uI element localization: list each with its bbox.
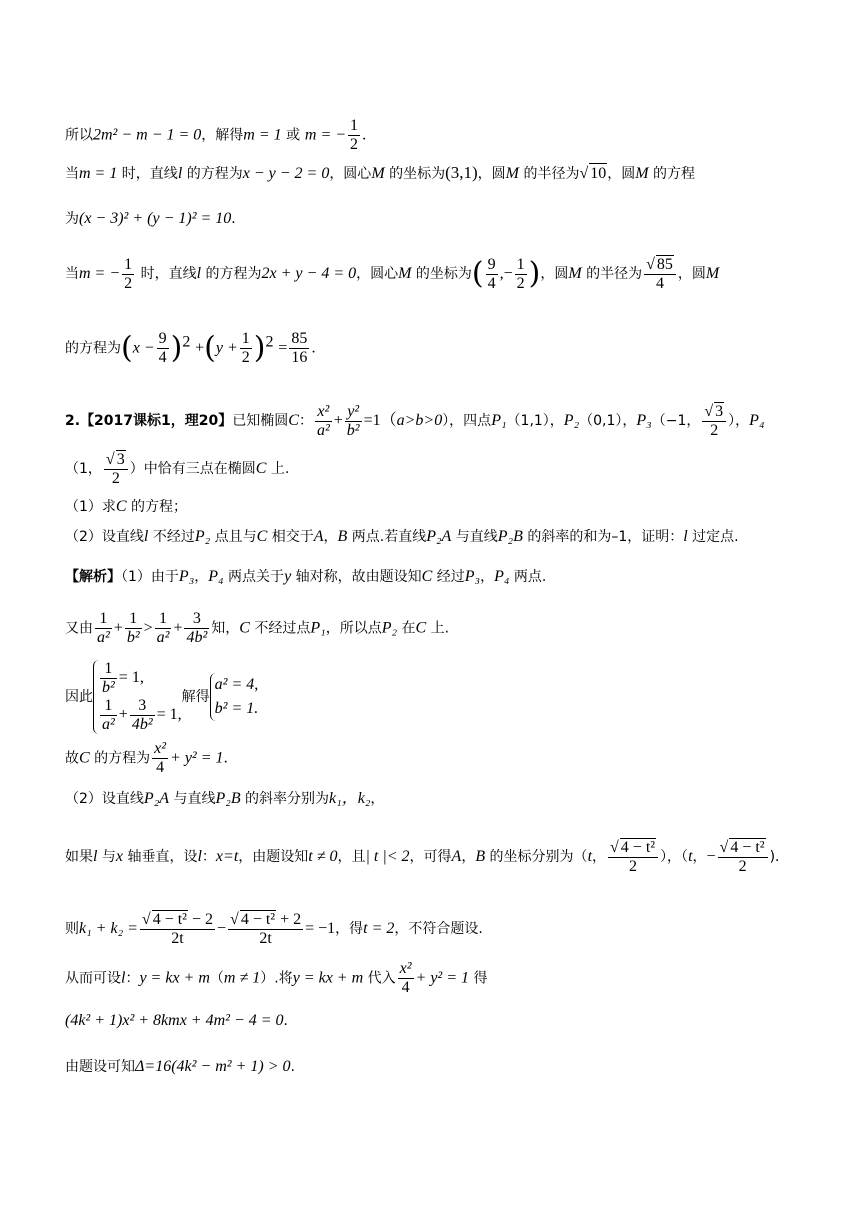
text: 的方程为 [182, 166, 243, 182]
text: 的方程为 [65, 340, 121, 357]
math-eq: t = 2 [363, 920, 395, 937]
math-y: y + [215, 339, 238, 357]
math-gt: > [143, 619, 153, 637]
text: 知， [211, 620, 240, 637]
text: ，圆 [540, 266, 569, 282]
paren-left: ( [471, 256, 484, 291]
exponent: 2 [182, 333, 191, 351]
text: ： [125, 970, 140, 987]
point-P1: P₁ [310, 619, 326, 637]
math-eq: = −1 [305, 920, 336, 937]
math-equals: =1（ [363, 412, 397, 429]
point-P2: P₂ [381, 619, 398, 637]
math-condition: m ≠ 1 [223, 969, 261, 987]
solution-line-4 [65, 740, 238, 777]
text: ， [692, 849, 707, 865]
point-P2: P₂ [563, 412, 580, 429]
line-P2B: P₂B [497, 528, 523, 545]
solution-line-1 [65, 566, 546, 587]
text: 点且与 [210, 529, 257, 545]
numerator-tail: + 2 [276, 911, 302, 928]
text: 从而可设 [65, 970, 121, 987]
text: 的方程 [648, 166, 696, 182]
math-M: M [635, 165, 649, 182]
line-1 [65, 117, 376, 154]
text: 两点. [509, 569, 547, 585]
denominator: 2 [350, 136, 359, 153]
text: ）.将 [260, 970, 293, 987]
math-C: C [115, 498, 127, 515]
numerator: 9 [487, 255, 496, 273]
line-3 [65, 208, 245, 229]
text: ，圆 [477, 166, 506, 182]
text: 故 [65, 750, 79, 767]
text: 与 [97, 849, 116, 865]
solution-line-8 [65, 960, 487, 997]
fraction [348, 117, 360, 154]
math-eq: 2x + y − 4 = 0 [261, 265, 357, 282]
fraction [718, 838, 768, 876]
sqrt-radicand: 10 [590, 165, 607, 182]
fraction [184, 610, 209, 647]
text: 的半径为 [519, 166, 580, 182]
fraction [644, 255, 676, 293]
text: 过定点. [687, 529, 739, 545]
text: ， [370, 791, 385, 807]
fraction [155, 610, 172, 647]
text: 则 [65, 921, 79, 937]
denominator: 4 [656, 275, 665, 292]
math-l: l [196, 265, 202, 282]
text: 因此 [65, 689, 93, 705]
math-C: C [239, 619, 250, 637]
math-l: l [177, 165, 183, 182]
math-eq: + y² = 1 [170, 749, 224, 767]
math-t: t [587, 848, 593, 865]
numerator: 1 [241, 330, 250, 347]
numerator: x² [399, 960, 412, 977]
math-t: t [688, 848, 693, 865]
point-B: B [475, 848, 486, 865]
math-sign: ,− [499, 265, 513, 282]
sqrt-radicand: 4 − t² [620, 839, 656, 856]
text: 在 [397, 620, 416, 637]
system-row-2 [98, 697, 182, 734]
text: 不经过点 [249, 620, 311, 637]
math-plus: + [333, 412, 343, 429]
text: 由题设可知 [65, 1059, 135, 1075]
fraction [398, 960, 414, 997]
fraction [608, 838, 658, 876]
text: 的方程为 [201, 266, 262, 282]
fraction [125, 610, 142, 647]
numerator: 1 [350, 117, 359, 134]
denominator: 4 [156, 759, 165, 776]
math-C: C [415, 619, 427, 637]
fraction [152, 740, 168, 777]
sqrt-radicand: 4 − t² [152, 911, 187, 928]
solution-line-7 [65, 910, 483, 948]
numerator: √ 85 [644, 255, 676, 275]
text: 两点.若直线 [347, 529, 427, 545]
math-C: C [256, 528, 268, 545]
denominator: 4b² [131, 716, 153, 733]
math-l: l [121, 969, 126, 987]
text: 当 [65, 266, 79, 282]
math-k: k₁，k₂ [329, 790, 371, 807]
text: 所以 [65, 127, 93, 144]
denominator: 2 [124, 274, 133, 292]
numerator-tail: − 2 [187, 911, 213, 928]
numerator: 1 [100, 697, 117, 716]
denominator: 4b² [186, 629, 208, 646]
point-B: B [337, 528, 348, 545]
text: （ [209, 970, 224, 987]
numerator: 1 [124, 255, 133, 273]
denominator: b² [126, 629, 140, 646]
text: ， [461, 849, 476, 865]
math-l: l [683, 528, 688, 545]
text: 为 [65, 211, 79, 227]
sqrt-symbol: √ [579, 165, 589, 182]
text: ，圆 [607, 166, 636, 182]
denominator: 2 [111, 470, 120, 487]
text: 的坐标分别为（ [485, 849, 588, 865]
point-P1: P₁ [491, 412, 507, 429]
numerator: 85 [291, 330, 308, 347]
text: 代入 [363, 970, 396, 987]
text: （0,1）， [579, 413, 637, 429]
text: 轴对称，故由题设知 [291, 569, 422, 585]
math-xt: x=t [215, 848, 239, 865]
solution-line-5 [65, 788, 384, 809]
point-P3: P₃ [636, 412, 652, 429]
equation-system [93, 660, 182, 734]
line-2 [65, 163, 695, 184]
math-plus: + [118, 706, 128, 724]
system-row-2: b² = 1. [214, 700, 259, 717]
text: . [290, 1059, 295, 1075]
math-x: x − [132, 339, 155, 357]
math-l: l [143, 528, 149, 545]
text: 上. [426, 620, 450, 637]
math-eq: + y² = 1 [415, 969, 470, 987]
fraction [486, 256, 498, 293]
text: ，解得 [201, 127, 244, 144]
paren-left: ( [121, 330, 133, 366]
text: ． [283, 1013, 298, 1029]
text: 已知椭圆 [232, 413, 289, 429]
sqrt-radicand: 4 − t² [240, 911, 276, 928]
text: （2）设直线 [65, 529, 144, 545]
text: )． [769, 849, 790, 865]
solution-line-3 [65, 660, 258, 734]
text: ，得 [335, 921, 364, 937]
numerator: x² [315, 403, 332, 422]
math-eq: y = kx + m [292, 969, 364, 987]
numerator: 1 [125, 610, 142, 629]
denominator: 2t [259, 930, 272, 947]
solution-line-9 [65, 1010, 298, 1031]
exponent: 2 [265, 333, 274, 351]
text: （1， [65, 461, 102, 477]
numerator: 1 [100, 660, 117, 679]
text: 解得 [181, 689, 210, 705]
math-eq: (x − 3)² + (y − 1)² = 10 [79, 210, 232, 227]
text: 的方程为 [89, 750, 151, 767]
line-P2A: P₂A [143, 790, 170, 807]
text: 如果 [65, 849, 93, 865]
denominator: 2t [171, 930, 184, 947]
math-k-sum: k₁ + k₂ = [79, 920, 138, 937]
text: ），（ [660, 849, 689, 865]
fraction [157, 330, 169, 367]
text: 时，直线 [117, 166, 178, 182]
system-row-1: a² = 4, [214, 676, 259, 693]
sqrt-radicand: 85 [656, 256, 673, 273]
numerator: √ 3 [104, 450, 128, 470]
numerator: √ 4 − t² − 2 [141, 911, 213, 928]
text: 与直线 [451, 529, 498, 545]
text: 时，直线 [136, 266, 197, 282]
numerator: √ 4 − t² [608, 838, 658, 858]
paren-right: ) [170, 330, 183, 366]
text: ， [592, 849, 607, 865]
solution-line-10 [65, 1056, 295, 1077]
math-C: C [421, 568, 433, 585]
math-plus: + [173, 619, 183, 637]
math-end: = 1, [118, 669, 144, 687]
text: ， [480, 569, 495, 585]
text: 相交于 [267, 529, 314, 545]
denominator: 4 [401, 979, 410, 996]
text: 经过 [432, 569, 465, 585]
text: ）， [728, 413, 750, 429]
sqrt-radicand: 3 [116, 451, 125, 468]
math-M: M [705, 265, 720, 282]
text: （−1， [651, 413, 701, 429]
fraction [345, 403, 362, 440]
fraction [100, 697, 117, 734]
paren-right: ) [528, 256, 541, 291]
system-row-1 [98, 660, 182, 697]
text: 轴垂直，设 [123, 849, 198, 865]
text: （1）求 [65, 499, 116, 515]
denominator: 2 [738, 858, 747, 875]
point-A: A [451, 848, 462, 865]
text: （2）设直线 [65, 791, 144, 807]
text: （1）由于 [121, 569, 179, 585]
math-eq: 2m² − m − 1 = 0 [93, 126, 202, 144]
math-m: m = − [79, 265, 121, 282]
numerator: 3 [130, 697, 155, 716]
math-M: M [371, 165, 385, 182]
denominator: b² [102, 679, 115, 696]
line-5 [65, 330, 325, 367]
fraction [289, 330, 309, 367]
fraction [122, 256, 134, 293]
text: 的半径为 [581, 266, 643, 282]
paren-left: ( [204, 330, 216, 366]
denominator: a² [97, 629, 110, 646]
point-P4: P₄ [208, 568, 224, 585]
fraction [95, 610, 112, 647]
math-y: y [284, 568, 292, 585]
denominator: 2 [241, 349, 250, 366]
solution-line-6 [65, 838, 789, 876]
numerator: y² [345, 403, 362, 422]
math-condition: a>b>0 [396, 412, 443, 429]
numerator: √ 4 − t² + 2 [230, 911, 302, 928]
math-plus: + [113, 619, 123, 637]
point-A: A [313, 528, 324, 545]
text: 得 [469, 970, 488, 987]
text: 的斜率分别为 [240, 791, 330, 807]
denominator: 4 [158, 349, 167, 366]
math-C: C [79, 749, 90, 767]
text: ）中恰有三点在椭圆 [129, 461, 256, 477]
math-equals: = [278, 339, 288, 357]
point-P4: P₄ [749, 412, 765, 429]
denominator: a² [156, 629, 170, 646]
numerator: √ 4 − t² [718, 838, 768, 858]
denominator: a² [316, 421, 330, 439]
fraction [100, 660, 117, 697]
problem-source: 【2017课标1，理20】 [80, 413, 233, 429]
math-eq: Δ=16(4k² − m² + 1) > 0 [135, 1058, 291, 1075]
math-eq: x − y − 2 = 0 [242, 165, 330, 182]
text: （1,1）， [506, 413, 564, 429]
text: ： [201, 849, 216, 865]
math-condition: | t |< 2 [365, 848, 410, 865]
text: 上. [266, 461, 290, 477]
fraction [228, 910, 303, 948]
denominator: a² [102, 716, 115, 733]
text: ，由题设知 [238, 849, 309, 865]
numerator: 3 [184, 610, 209, 629]
text: ． [311, 340, 326, 357]
text: 的方程； [126, 499, 188, 515]
text: ， [194, 569, 209, 585]
denominator: b² [346, 421, 360, 439]
text: ， [323, 529, 338, 545]
math-eq: (4k² + 1)x² + 8kmx + 4m² − 4 = 0 [65, 1012, 284, 1029]
math-end: = 1, [156, 706, 182, 724]
numerator: 1 [95, 610, 112, 629]
point-P4: P₄ [494, 568, 510, 585]
line-P2A: P₂A [426, 528, 452, 545]
math-M: M [568, 265, 582, 282]
denominator: 2 [710, 422, 719, 439]
text: ，可得 [409, 849, 452, 865]
text: ，圆 [677, 266, 706, 282]
question-2 [65, 526, 739, 547]
denominator: 4 [487, 274, 496, 292]
problem-2-line-1 [65, 402, 765, 440]
fraction [104, 450, 128, 488]
text: ，且 [337, 849, 366, 865]
math-C: C [288, 412, 299, 429]
text: 不经过 [148, 529, 195, 545]
numerator: 1 [516, 255, 525, 273]
text: ： [298, 413, 313, 429]
denominator: 2 [516, 274, 525, 292]
math-eq: y = kx + m [139, 969, 210, 987]
fraction [515, 256, 527, 293]
text: 当 [65, 166, 79, 182]
math-l: l [197, 848, 202, 865]
math-x: x [115, 848, 124, 865]
fraction [240, 330, 252, 367]
math-plus: + [195, 339, 205, 357]
math-M: M [505, 165, 519, 182]
text: ），四点 [442, 413, 492, 429]
math-l: l [93, 848, 98, 865]
point-P3: P₃ [178, 568, 195, 585]
numerator: √ 3 [702, 402, 726, 422]
analysis-tag: 【解析】 [65, 569, 121, 585]
text: 又由 [65, 620, 93, 637]
text: ． [231, 211, 246, 227]
numerator: 9 [158, 330, 167, 347]
fraction [315, 403, 332, 440]
math-minus: − [217, 920, 227, 937]
text: ，所以点 [325, 620, 382, 637]
line-4 [65, 255, 719, 293]
text: ． [362, 127, 377, 144]
text: ，不符合题设. [394, 921, 483, 937]
numerator: x² [154, 740, 167, 757]
numerator: 1 [155, 610, 172, 629]
math-minus: − [706, 848, 716, 865]
fraction [130, 697, 155, 734]
text: ，圆心 [329, 166, 372, 182]
text: ，圆心 [356, 266, 399, 282]
math-coord: (3,1) [445, 163, 478, 182]
math-m: m = 1 [243, 126, 282, 144]
fraction [702, 402, 726, 440]
text: 与直线 [169, 791, 216, 807]
text: 两点关于 [223, 569, 285, 585]
point-P3: P₃ [464, 568, 481, 585]
math-M: M [398, 265, 412, 282]
question-1 [65, 496, 187, 517]
denominator: 2 [629, 858, 638, 875]
math-C: C [255, 460, 267, 477]
math-m: m = 1 [79, 165, 118, 182]
text: 的坐标为 [384, 166, 446, 182]
problem-number: 2. [65, 413, 81, 429]
fraction [140, 910, 215, 948]
line-P2B: P₂B [215, 790, 241, 807]
paren-right: ) [253, 330, 266, 366]
problem-2-line-2 [65, 450, 289, 488]
sqrt-radicand: 3 [715, 403, 724, 420]
math-m: m = − [304, 126, 347, 144]
point-P2: P₂ [194, 528, 211, 545]
solution-line-2 [65, 610, 449, 647]
text: 或 [281, 127, 301, 144]
text: ． [223, 750, 238, 767]
text: 的斜率的和为–1，证明： [522, 529, 684, 545]
solution-system [210, 673, 259, 721]
denominator: 16 [291, 349, 308, 366]
text: 的坐标为 [411, 266, 472, 282]
sqrt-radicand: 4 − t² [730, 839, 765, 856]
math-condition: t ≠ 0 [308, 848, 338, 865]
